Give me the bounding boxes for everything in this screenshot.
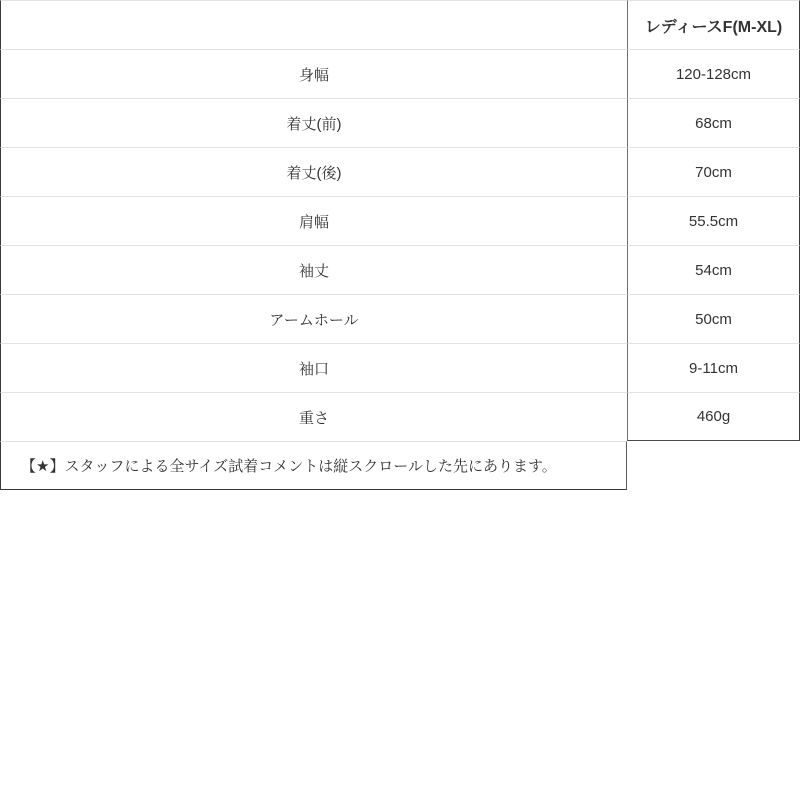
table-row [0, 147, 800, 196]
table-header-row [0, 0, 800, 49]
spec-value: 120-128cm [627, 49, 800, 98]
spec-value: 70cm [627, 147, 800, 196]
spec-label: 着丈(前) [0, 98, 627, 147]
table-row [0, 245, 800, 294]
spec-label: 肩幅 [0, 196, 627, 245]
spec-value: 54cm [627, 245, 800, 294]
header-empty-cell [0, 0, 627, 49]
table-row [0, 98, 800, 147]
empty-page-area [0, 490, 800, 800]
spec-label: 身幅 [0, 49, 627, 98]
spec-label: アームホール [0, 294, 627, 343]
spec-value: 68cm [627, 98, 800, 147]
size-column-header: レディースF(M-XL) [627, 0, 800, 49]
spec-label: 重さ [0, 392, 627, 441]
table-row [0, 343, 800, 392]
staff-note-text: 【★】スタッフによる全サイズ試着コメントは縦スクロールした先にあります。 [21, 458, 557, 475]
spec-label: 袖口 [0, 343, 627, 392]
spec-value: 9-11cm [627, 343, 800, 392]
table-row [0, 392, 800, 441]
spec-value: 50cm [627, 294, 800, 343]
spec-label: 袖丈 [0, 245, 627, 294]
spec-label: 着丈(後) [0, 147, 627, 196]
table-row [0, 294, 800, 343]
staff-note-row [0, 441, 627, 490]
table-row [0, 196, 800, 245]
table-row [0, 49, 800, 98]
spec-value: 55.5cm [627, 196, 800, 245]
spec-value: 460g [627, 392, 800, 441]
